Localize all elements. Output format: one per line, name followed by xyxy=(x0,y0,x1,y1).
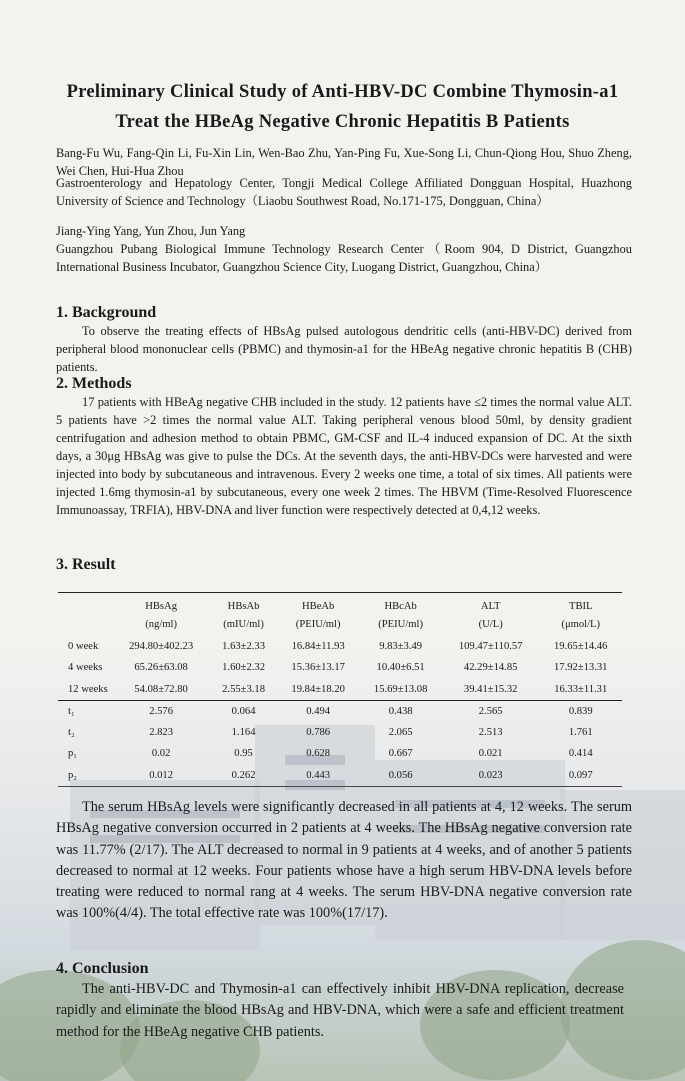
table-cell: 65.26±63.08 xyxy=(134,662,188,674)
table-cell: 0.438 xyxy=(388,705,413,717)
background-text: To observe the treating effects of HBsAg pulsed autologous dendritic cells (anti-HBV-DC) derived from peripheral blood mononuclear cells (PBMC) and thymosin-a1 for the HBeAg negative chronic hepatitis B (CHB) patients. xyxy=(56,324,632,374)
authors-group-1: Bang-Fu Wu, Fang-Qin Li, Fu-Xin Lin, Wen-Bao Zhu, Yan-Ping Fu, Xue-Song Li, Chun-Qiong Hou, Shuo Zheng, Wei Chen, Hui-Hua Zhou xyxy=(56,146,632,178)
column-header: HBsAb xyxy=(227,601,260,612)
table-cell: 42.29±14.85 xyxy=(463,662,518,674)
table-cell: 109.47±110.57 xyxy=(458,640,523,652)
affiliation-1: Gastroenterology and Hepatology Center, Tongji Medical College Affiliated Dongguan Hospital, Huazhong University of Science and Technology（Liaobu Southwest Road, No.171-175, Dongguan, China） xyxy=(56,176,632,208)
table-cell: 9.83±3.49 xyxy=(379,640,423,652)
table-cell: 0.064 xyxy=(231,705,256,717)
conclusion-heading: 4. Conclusion xyxy=(56,960,149,977)
table-cell: 10.40±6.51 xyxy=(376,662,425,674)
table-row xyxy=(58,636,622,658)
table-cell: 19.65±14.46 xyxy=(553,640,608,652)
row-label: 12 weeks xyxy=(68,683,108,695)
table-cell: 0.443 xyxy=(306,769,331,781)
table-cell: 2.565 xyxy=(478,705,503,717)
column-unit: (PEIU/ml) xyxy=(378,619,423,631)
methods-text: 17 patients with HBeAg negative CHB included in the study. 12 patients have ≤2 times the normal value ALT. 5 patients have >2 times the normal value ALT. Taking peripheral venous blood 50ml, by density gradient centrifugation and adhesion method to obtain PBMC, GM-CSF and IL-4 induced expansion of DC. At the sixth days, a 30μg HBsAg was give to pulse the DCs. At the seventh days, the anti-HBV-DCs were harvested and were injected into body by subcutaneous and intravenous. Every 2 weeks one time, a total of six times. All patients were injected 1.6mg thymosin-a1 by subcutaneous, every one week 2 times. The HBVM (Time-Resolved Fluorescence Immunoassay, TRFIA), HBV-DNA and liver function were respectively detected at 0,4,12 weeks. xyxy=(56,395,632,517)
stat-row xyxy=(58,765,622,787)
table-row xyxy=(58,679,622,701)
table-cell: 54.08±72.80 xyxy=(134,683,188,695)
background-heading: 1. Background xyxy=(56,304,157,321)
row-label: t₂ xyxy=(68,726,75,738)
column-header: ALT xyxy=(480,601,501,612)
table-cell: 0.097 xyxy=(568,769,593,781)
table-cell: 16.33±11.31 xyxy=(554,683,608,695)
title-line-2: Treat the HBeAg Negative Chronic Hepatitis B Patients xyxy=(115,112,570,132)
authors-group-2: Jiang-Ying Yang, Yun Zhou, Jun Yang xyxy=(56,224,246,238)
table-cell: 39.41±15.32 xyxy=(463,683,518,695)
column-header: TBIL xyxy=(568,601,593,612)
table-header-units xyxy=(58,614,622,636)
result-text: The serum HBsAg levels were significantly decreased in all patients at 4, 12 weeks. The serum HBsAg negative conversion occurred in 2 patients at 4 weeks. The HBsAg negative conversion rate was 11.77% (2/17). The ALT decreased to normal in 9 patients at 4 weeks, and of another 5 patients decreased to normal at 12 weeks. Four patients whose have a high serum HBV-DNA levels before treating were reduced to normal rang at 4 weeks. The serum HBV-DNA negative conversion rate was 100%(4/4). The total effective rate was 100%(17/17). xyxy=(56,799,632,922)
table-cell: 2.55±3.18 xyxy=(222,683,266,695)
table-cell: 0.628 xyxy=(306,748,331,760)
table-cell: 294.80±402.23 xyxy=(129,640,194,652)
table-cell: 0.012 xyxy=(149,769,174,781)
column-header: HBsAg xyxy=(145,601,177,612)
table-cell: 16.84±11.93 xyxy=(291,640,345,652)
stat-row xyxy=(58,743,622,765)
table-cell: 0.414 xyxy=(568,748,593,760)
result-heading: 3. Result xyxy=(56,556,116,573)
table-cell: 0.262 xyxy=(231,769,256,781)
table-cell: 1.63±2.33 xyxy=(222,640,266,652)
row-label: t₁ xyxy=(68,705,75,717)
row-label: p₂ xyxy=(68,769,77,781)
column-unit: (PEIU/ml) xyxy=(295,619,341,631)
table-cell: 0.494 xyxy=(306,705,331,717)
result-table xyxy=(58,592,622,787)
column-unit: (ng/ml) xyxy=(145,619,177,631)
row-label: 0 week xyxy=(68,640,99,652)
methods-heading: 2. Methods xyxy=(56,375,132,392)
row-label: 4 weeks xyxy=(68,662,103,674)
table-corner xyxy=(58,593,112,615)
row-label: p₁ xyxy=(68,748,77,760)
table-cell: 17.92±13.31 xyxy=(553,662,608,674)
stat-row xyxy=(58,700,622,722)
column-unit: (μmol/L) xyxy=(561,619,601,631)
title-line-1: Preliminary Clinical Study of Anti-HBV-DC Combine Thymosin-a1 xyxy=(66,82,619,102)
table-cell: 2.513 xyxy=(478,726,503,738)
column-header: HBeAb xyxy=(301,601,335,612)
table-cell: 1.60±2.32 xyxy=(222,662,266,674)
table-header-names xyxy=(58,593,622,615)
column-unit: (mIU/ml) xyxy=(223,619,264,631)
table-row xyxy=(58,657,622,679)
table-cell: 0.786 xyxy=(306,726,331,738)
table-cell: 15.36±13.17 xyxy=(291,662,345,674)
table-cell: 15.69±13.08 xyxy=(373,683,428,695)
column-header: HBcAb xyxy=(384,601,417,612)
column-unit: (U/L) xyxy=(478,619,503,631)
table-cell: 2.576 xyxy=(149,705,174,717)
table-cell: 1.164 xyxy=(231,726,256,738)
conclusion-text: The anti-HBV-DC and Thymosin-a1 can effectively inhibit HBV-DNA replication, decrease rapidly and eliminate the blood HBsAg and HBV-DNA, which were a safe and efficient treatment method for the HBeAg negative CHB patients. xyxy=(56,981,624,1040)
table-cell: 0.023 xyxy=(478,769,503,781)
stat-row xyxy=(58,722,622,744)
table-cell: 0.056 xyxy=(388,769,413,781)
table-cell: 19.84±18.20 xyxy=(291,683,345,695)
table-cell: 0.02 xyxy=(151,748,171,760)
table-cell: 2.823 xyxy=(149,726,174,738)
table-corner xyxy=(58,614,112,636)
table-cell: 0.839 xyxy=(568,705,593,717)
table-cell: 0.667 xyxy=(388,748,413,760)
affiliation-2: Guangzhou Pubang Biological Immune Technology Research Center（Room 904, D District, Guangzhou International Business Incubator, Guangzhou Science City, Luogang District, Guangzhou, China） xyxy=(56,242,632,274)
table-cell: 2.065 xyxy=(388,726,413,738)
table-cell: 0.95 xyxy=(234,748,253,760)
table-cell: 1.761 xyxy=(568,726,593,738)
table-cell: 0.021 xyxy=(478,748,503,760)
